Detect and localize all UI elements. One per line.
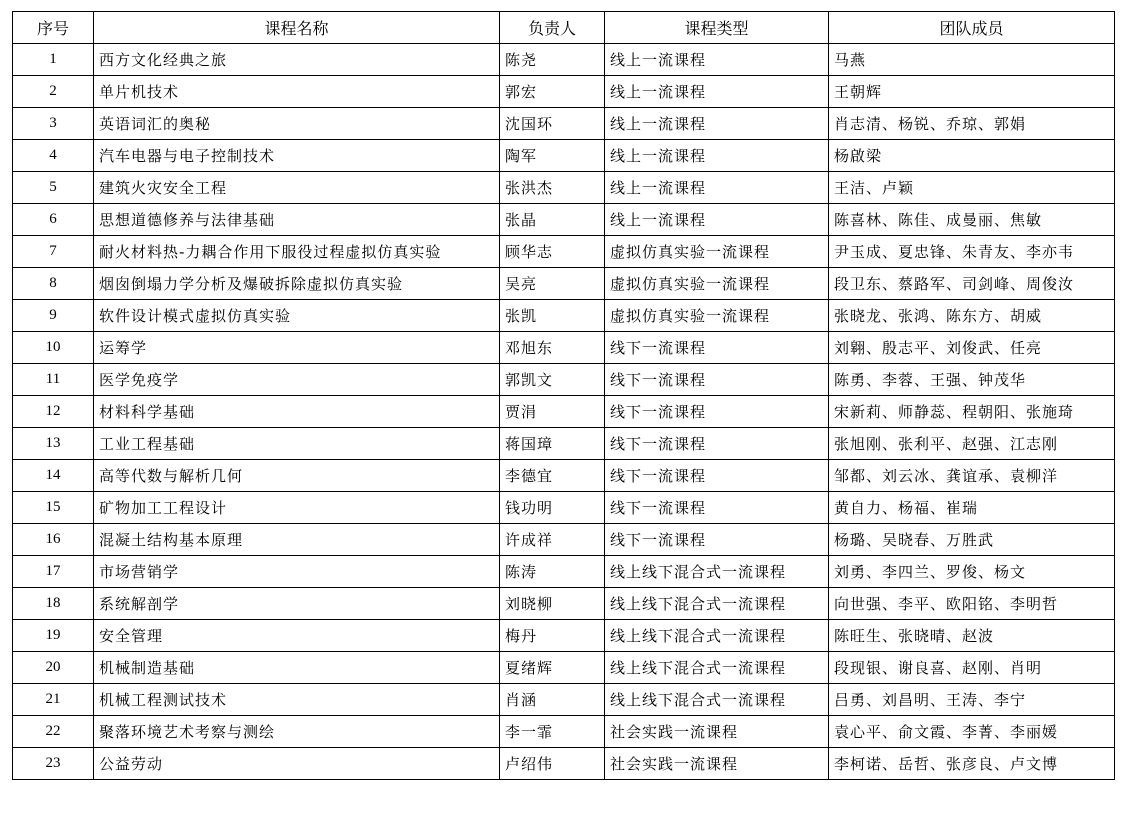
cell-index: 22 <box>13 716 94 748</box>
table-body <box>13 44 1115 780</box>
cell-index: 19 <box>13 620 94 652</box>
cell-team-members: 段卫东、蔡路军、司剑峰、周俊汝 <box>829 268 1115 300</box>
cell-lead: 陈尧 <box>500 44 605 76</box>
cell-course-name: 汽车电器与电子控制技术 <box>94 140 500 172</box>
cell-team-members: 陈旺生、张晓晴、赵波 <box>829 620 1115 652</box>
cell-team-members: 尹玉成、夏忠锋、朱青友、李亦韦 <box>829 236 1115 268</box>
cell-index: 23 <box>13 748 94 780</box>
cell-team-members: 王朝辉 <box>829 76 1115 108</box>
cell-index: 16 <box>13 524 94 556</box>
cell-course-name: 系统解剖学 <box>94 588 500 620</box>
table-row <box>13 524 1115 556</box>
cell-lead: 沈国环 <box>500 108 605 140</box>
cell-lead: 蒋国璋 <box>500 428 605 460</box>
course-table <box>12 11 1115 780</box>
cell-course-name: 安全管理 <box>94 620 500 652</box>
cell-course-name: 西方文化经典之旅 <box>94 44 500 76</box>
cell-lead: 陶军 <box>500 140 605 172</box>
header-row <box>13 12 1115 44</box>
table-row <box>13 172 1115 204</box>
cell-course-name: 混凝土结构基本原理 <box>94 524 500 556</box>
cell-course-name: 医学免疫学 <box>94 364 500 396</box>
cell-course-type: 线下一流课程 <box>605 396 829 428</box>
cell-index: 17 <box>13 556 94 588</box>
table-row <box>13 588 1115 620</box>
cell-lead: 陈涛 <box>500 556 605 588</box>
cell-index: 21 <box>13 684 94 716</box>
header-index: 序号 <box>13 12 94 44</box>
cell-course-name: 耐火材料热-力耦合作用下服役过程虚拟仿真实验 <box>94 236 500 268</box>
cell-course-type: 线上线下混合式一流课程 <box>605 684 829 716</box>
cell-team-members: 张旭刚、张利平、赵强、江志刚 <box>829 428 1115 460</box>
table-row <box>13 428 1115 460</box>
table-row <box>13 364 1115 396</box>
cell-course-name: 运筹学 <box>94 332 500 364</box>
cell-course-type: 线上一流课程 <box>605 44 829 76</box>
cell-course-type: 虚拟仿真实验一流课程 <box>605 236 829 268</box>
cell-team-members: 宋新莉、师静蕊、程朝阳、张施琦 <box>829 396 1115 428</box>
cell-index: 8 <box>13 268 94 300</box>
cell-course-name: 聚落环境艺术考察与测绘 <box>94 716 500 748</box>
cell-index: 2 <box>13 76 94 108</box>
cell-lead: 卢绍伟 <box>500 748 605 780</box>
cell-course-type: 线下一流课程 <box>605 364 829 396</box>
table-row <box>13 716 1115 748</box>
cell-index: 9 <box>13 300 94 332</box>
cell-course-name: 高等代数与解析几何 <box>94 460 500 492</box>
cell-course-name: 矿物加工工程设计 <box>94 492 500 524</box>
table-row <box>13 396 1115 428</box>
cell-index: 14 <box>13 460 94 492</box>
cell-course-type: 虚拟仿真实验一流课程 <box>605 268 829 300</box>
cell-course-name: 思想道德修养与法律基础 <box>94 204 500 236</box>
cell-index: 20 <box>13 652 94 684</box>
table-row <box>13 684 1115 716</box>
cell-team-members: 袁心平、俞文霞、李菁、李丽媛 <box>829 716 1115 748</box>
cell-team-members: 马燕 <box>829 44 1115 76</box>
cell-index: 1 <box>13 44 94 76</box>
cell-lead: 肖涵 <box>500 684 605 716</box>
cell-lead: 张晶 <box>500 204 605 236</box>
cell-course-name: 单片机技术 <box>94 76 500 108</box>
cell-team-members: 陈喜林、陈佳、成曼丽、焦敏 <box>829 204 1115 236</box>
cell-index: 10 <box>13 332 94 364</box>
cell-course-name: 材料科学基础 <box>94 396 500 428</box>
cell-lead: 郭宏 <box>500 76 605 108</box>
cell-lead: 许成祥 <box>500 524 605 556</box>
cell-course-name: 公益劳动 <box>94 748 500 780</box>
cell-course-name: 工业工程基础 <box>94 428 500 460</box>
cell-course-type: 社会实践一流课程 <box>605 716 829 748</box>
cell-course-name: 建筑火灾安全工程 <box>94 172 500 204</box>
cell-index: 18 <box>13 588 94 620</box>
cell-course-name: 烟囱倒塌力学分析及爆破拆除虚拟仿真实验 <box>94 268 500 300</box>
cell-course-type: 社会实践一流课程 <box>605 748 829 780</box>
cell-lead: 夏绪辉 <box>500 652 605 684</box>
cell-team-members: 邹都、刘云冰、龚谊承、袁柳洋 <box>829 460 1115 492</box>
cell-lead: 顾华志 <box>500 236 605 268</box>
table-row <box>13 556 1115 588</box>
cell-index: 6 <box>13 204 94 236</box>
cell-lead: 刘晓柳 <box>500 588 605 620</box>
cell-index: 15 <box>13 492 94 524</box>
table-row <box>13 204 1115 236</box>
table-row <box>13 332 1115 364</box>
cell-lead: 吴亮 <box>500 268 605 300</box>
cell-course-name: 市场营销学 <box>94 556 500 588</box>
cell-team-members: 刘翱、殷志平、刘俊武、任亮 <box>829 332 1115 364</box>
cell-course-type: 线下一流课程 <box>605 428 829 460</box>
header-course-type: 课程类型 <box>605 12 829 44</box>
cell-team-members: 肖志清、杨锐、乔琼、郭娟 <box>829 108 1115 140</box>
cell-course-type: 线上一流课程 <box>605 76 829 108</box>
cell-course-type: 线下一流课程 <box>605 492 829 524</box>
cell-course-type: 线上一流课程 <box>605 108 829 140</box>
cell-course-type: 虚拟仿真实验一流课程 <box>605 300 829 332</box>
cell-team-members: 黄自力、杨福、崔瑞 <box>829 492 1115 524</box>
cell-index: 7 <box>13 236 94 268</box>
cell-lead: 钱功明 <box>500 492 605 524</box>
cell-course-type: 线上线下混合式一流课程 <box>605 620 829 652</box>
cell-lead: 张凯 <box>500 300 605 332</box>
cell-course-name: 机械工程测试技术 <box>94 684 500 716</box>
cell-course-name: 机械制造基础 <box>94 652 500 684</box>
cell-index: 3 <box>13 108 94 140</box>
cell-course-type: 线上一流课程 <box>605 204 829 236</box>
cell-course-type: 线上一流课程 <box>605 140 829 172</box>
cell-lead: 邓旭东 <box>500 332 605 364</box>
cell-lead: 郭凯文 <box>500 364 605 396</box>
cell-index: 11 <box>13 364 94 396</box>
table-row <box>13 140 1115 172</box>
cell-team-members: 杨璐、吴晓春、万胜武 <box>829 524 1115 556</box>
cell-course-type: 线上线下混合式一流课程 <box>605 652 829 684</box>
cell-team-members: 向世强、李平、欧阳铭、李明哲 <box>829 588 1115 620</box>
cell-index: 5 <box>13 172 94 204</box>
cell-team-members: 吕勇、刘昌明、王涛、李宁 <box>829 684 1115 716</box>
cell-index: 13 <box>13 428 94 460</box>
table-row <box>13 268 1115 300</box>
cell-team-members: 李柯诺、岳哲、张彦良、卢文博 <box>829 748 1115 780</box>
cell-team-members: 刘勇、李四兰、罗俊、杨文 <box>829 556 1115 588</box>
cell-team-members: 张晓龙、张鸿、陈东方、胡威 <box>829 300 1115 332</box>
cell-course-type: 线上线下混合式一流课程 <box>605 556 829 588</box>
cell-team-members: 王洁、卢颖 <box>829 172 1115 204</box>
table-row <box>13 236 1115 268</box>
table-row <box>13 460 1115 492</box>
cell-course-name: 英语词汇的奥秘 <box>94 108 500 140</box>
header-course-name: 课程名称 <box>94 12 500 44</box>
table-row <box>13 492 1115 524</box>
cell-lead: 梅丹 <box>500 620 605 652</box>
cell-index: 12 <box>13 396 94 428</box>
cell-team-members: 段现银、谢良喜、赵刚、肖明 <box>829 652 1115 684</box>
cell-lead: 贾涓 <box>500 396 605 428</box>
cell-team-members: 陈勇、李蓉、王强、钟茂华 <box>829 364 1115 396</box>
cell-course-type: 线上线下混合式一流课程 <box>605 588 829 620</box>
table-row <box>13 108 1115 140</box>
cell-team-members: 杨啟梁 <box>829 140 1115 172</box>
cell-index: 4 <box>13 140 94 172</box>
cell-course-type: 线下一流课程 <box>605 460 829 492</box>
table-row <box>13 620 1115 652</box>
cell-lead: 李一霏 <box>500 716 605 748</box>
table-row <box>13 748 1115 780</box>
cell-course-type: 线下一流课程 <box>605 332 829 364</box>
cell-lead: 张洪杰 <box>500 172 605 204</box>
cell-course-name: 软件设计模式虚拟仿真实验 <box>94 300 500 332</box>
cell-lead: 李德宜 <box>500 460 605 492</box>
header-lead: 负责人 <box>500 12 605 44</box>
header-team-members: 团队成员 <box>829 12 1115 44</box>
table-header <box>13 12 1115 44</box>
table-row <box>13 652 1115 684</box>
table-row <box>13 300 1115 332</box>
cell-course-type: 线下一流课程 <box>605 524 829 556</box>
table-row <box>13 76 1115 108</box>
table-row <box>13 44 1115 76</box>
cell-course-type: 线上一流课程 <box>605 172 829 204</box>
